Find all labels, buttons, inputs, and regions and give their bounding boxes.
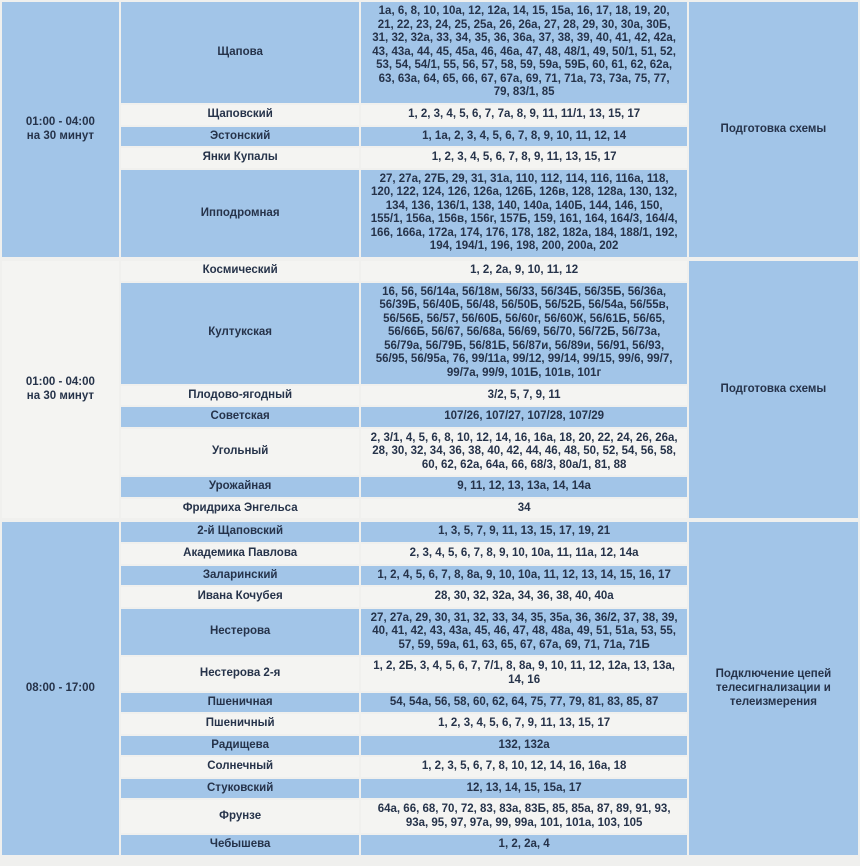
table-row <box>2 261 858 281</box>
table-row <box>2 522 858 542</box>
time-duration: на 30 минут <box>26 389 95 402</box>
house-numbers-cell: 2, 3, 4, 5, 6, 7, 8, 9, 10, 10а, 11, 11а, 12, 14а <box>361 544 686 564</box>
schedule-section <box>0 259 860 520</box>
house-numbers-cell: 16, 56, 56/14а, 56/18м, 56/33, 56/34Б, 56/35Б, 56/36а, 56/39Б, 56/40Б, 56/48, 56/50Б, 56/52Б, 56/54а, 56/55в, 56/56Б, 56/57, 56/60Б, 56/60г, 56/60Ж, 56/61Б, 56/65, 56/66Б, 56/67, 56/68а, 56/69, 56/70, 56/72Б, 56/73а, 56/79а, 56/79Б, 56/81Б, 56/87и, 56/89и, 56/91, 56/93, 56/95, 56/95а, 76, 99/11а, 99/12, 99/14, 99/15, 99/6, 99/7, 99/7а, 99/9, 101Б, 101в, 101г <box>361 283 686 384</box>
house-numbers-cell: 12, 13, 14, 15, 15а, 17 <box>361 779 686 799</box>
house-numbers-cell: 1а, 6, 8, 10, 10а, 12, 12а, 14, 15, 15а, 16, 17, 18, 19, 20, 21, 22, 23, 24, 25, 25а, 26, 26а, 27, 28, 29, 30, 30а, 30Б, 31, 32, 32а, 33, 34, 35, 36, 36а, 37, 38, 39, 40, 41, 42, 42а, 43, 43а, 44, 45, 45а, 46, 46а, 47, 48, 48/1, 49, 50/1, 51, 52, 53, 54, 54/1, 55, 56, 57, 58, 59, 59а, 59Б, 60, 61, 62, 62а, 63, 63а, 64, 65, 66, 67, 67а, 69, 71, 71а, 73, 73а, 75, 77, 79, 83/1, 85 <box>361 2 686 103</box>
street-cell: Фрунзе <box>121 800 360 833</box>
house-numbers-cell: 2, 3/1, 4, 5, 6, 8, 10, 12, 14, 16, 16а, 18, 20, 22, 24, 26, 26а, 28, 30, 32, 34, 36, 38, 40, 42, 44, 46, 48, 50, 52, 54, 56, 58, 60, 62, 62а, 64а, 66, 68/3, 80а/1, 81, 88 <box>361 429 686 476</box>
house-numbers-cell: 107/26, 107/27, 107/28, 107/29 <box>361 407 686 427</box>
house-numbers-cell: 1, 2, 3, 4, 5, 6, 7, 9, 11, 13, 15, 17 <box>361 714 686 734</box>
reason-cell: Подготовка схемы <box>689 261 858 518</box>
house-numbers-cell: 27, 27а, 27Б, 29, 31, 31а, 110, 112, 114, 116, 116а, 118, 120, 122, 124, 126, 126а, 126Б, 126в, 128, 128а, 130, 132, 134, 136, 136/1, 138, 140, 140а, 140Б, 144, 146, 150, 155/1, 156а, 156в, 156г, 157Б, 159, 161, 164, 164/3, 164/4, 166, 166а, 172а, 174, 176, 178, 182, 182а, 184, 188/1, 192, 194, 194/1, 196, 198, 200, 200а, 202 <box>361 170 686 257</box>
house-numbers-cell: 1, 2, 3, 5, 6, 7, 8, 10, 12, 14, 16, 16а, 18 <box>361 757 686 777</box>
reason-cell: Подготовка схемы <box>689 2 858 257</box>
time-cell <box>2 2 119 257</box>
house-numbers-cell: 64а, 66, 68, 70, 72, 83, 83а, 83Б, 85, 85а, 87, 89, 91, 93, 93а, 95, 97, 97а, 99, 99а, 101, 101а, 103, 105 <box>361 800 686 833</box>
house-numbers-cell: 34 <box>361 499 686 519</box>
street-cell: Стуковский <box>121 779 360 799</box>
street-cell: Култукская <box>121 283 360 384</box>
street-cell: Советская <box>121 407 360 427</box>
house-numbers-cell: 54, 54а, 56, 58, 60, 62, 64, 75, 77, 79, 81, 83, 85, 87 <box>361 693 686 713</box>
street-cell: Ивана Кочубея <box>121 587 360 607</box>
street-cell: Радищева <box>121 736 360 756</box>
house-numbers-cell: 1, 2, 4, 5, 6, 7, 8, 8а, 9, 10, 10а, 11, 12, 13, 14, 15, 16, 17 <box>361 566 686 586</box>
time-cell <box>2 261 119 518</box>
street-cell: Нестерова <box>121 609 360 656</box>
time-range: 08:00 - 17:00 <box>25 681 95 694</box>
street-cell: Нестерова 2-я <box>121 657 360 690</box>
street-cell: Пшеничная <box>121 693 360 713</box>
house-numbers-cell: 1, 3, 5, 7, 9, 11, 13, 15, 17, 19, 21 <box>361 522 686 542</box>
street-cell: Эстонский <box>121 127 360 147</box>
house-numbers-cell: 28, 30, 32, 32а, 34, 36, 38, 40, 40а <box>361 587 686 607</box>
house-numbers-cell: 1, 2, 2а, 4 <box>361 835 686 855</box>
house-numbers-cell: 1, 2, 3, 4, 5, 6, 7, 8, 9, 11, 13, 15, 17 <box>361 148 686 168</box>
time-range: 01:00 - 04:00 <box>25 376 95 389</box>
street-cell: Янки Купалы <box>121 148 360 168</box>
street-cell: Урожайная <box>121 477 360 497</box>
street-cell: 2-й Щаповский <box>121 522 360 542</box>
street-cell: Солнечный <box>121 757 360 777</box>
street-cell: Щаповский <box>121 105 360 125</box>
house-numbers-cell: 3/2, 5, 7, 9, 11 <box>361 386 686 406</box>
street-cell: Заларинский <box>121 566 360 586</box>
street-cell: Фридриха Энгельса <box>121 499 360 519</box>
house-numbers-cell: 27, 27а, 29, 30, 31, 32, 33, 34, 35, 35а, 36, 36/2, 37, 38, 39, 40, 41, 42, 43, 43а, 45, 46, 47, 48, 48а, 49, 51, 51а, 53, 55, 57, 59, 59а, 61, 63, 65, 67, 67а, 69, 71, 71а, 71Б <box>361 609 686 656</box>
house-numbers-cell: 1, 2, 3, 4, 5, 6, 7, 7а, 8, 9, 11, 11/1, 13, 15, 17 <box>361 105 686 125</box>
street-cell: Ипподромная <box>121 170 360 257</box>
house-numbers-cell: 132, 132а <box>361 736 686 756</box>
schedule-section <box>0 520 860 857</box>
schedule-section <box>0 0 860 259</box>
table-row <box>2 2 858 103</box>
street-cell: Угольный <box>121 429 360 476</box>
time-cell <box>2 522 119 855</box>
time-range: 01:00 - 04:00 <box>25 115 95 128</box>
street-cell: Щапова <box>121 2 360 103</box>
time-duration: на 30 минут <box>26 129 95 142</box>
reason-cell: Подключение цепей телесигнализации и телеизмерения <box>689 522 858 855</box>
house-numbers-cell: 9, 11, 12, 13, 13а, 14, 14а <box>361 477 686 497</box>
house-numbers-cell: 1, 2, 2а, 9, 10, 11, 12 <box>361 261 686 281</box>
house-numbers-cell: 1, 2, 2Б, 3, 4, 5, 6, 7, 7/1, 8, 8а, 9, 10, 11, 12, 12а, 13, 13а, 14, 16 <box>361 657 686 690</box>
street-cell: Академика Павлова <box>121 544 360 564</box>
street-cell: Плодово-ягодный <box>121 386 360 406</box>
street-cell: Пшеничный <box>121 714 360 734</box>
street-cell: Космический <box>121 261 360 281</box>
street-cell: Чебышева <box>121 835 360 855</box>
house-numbers-cell: 1, 1а, 2, 3, 4, 5, 6, 7, 8, 9, 10, 11, 12, 14 <box>361 127 686 147</box>
